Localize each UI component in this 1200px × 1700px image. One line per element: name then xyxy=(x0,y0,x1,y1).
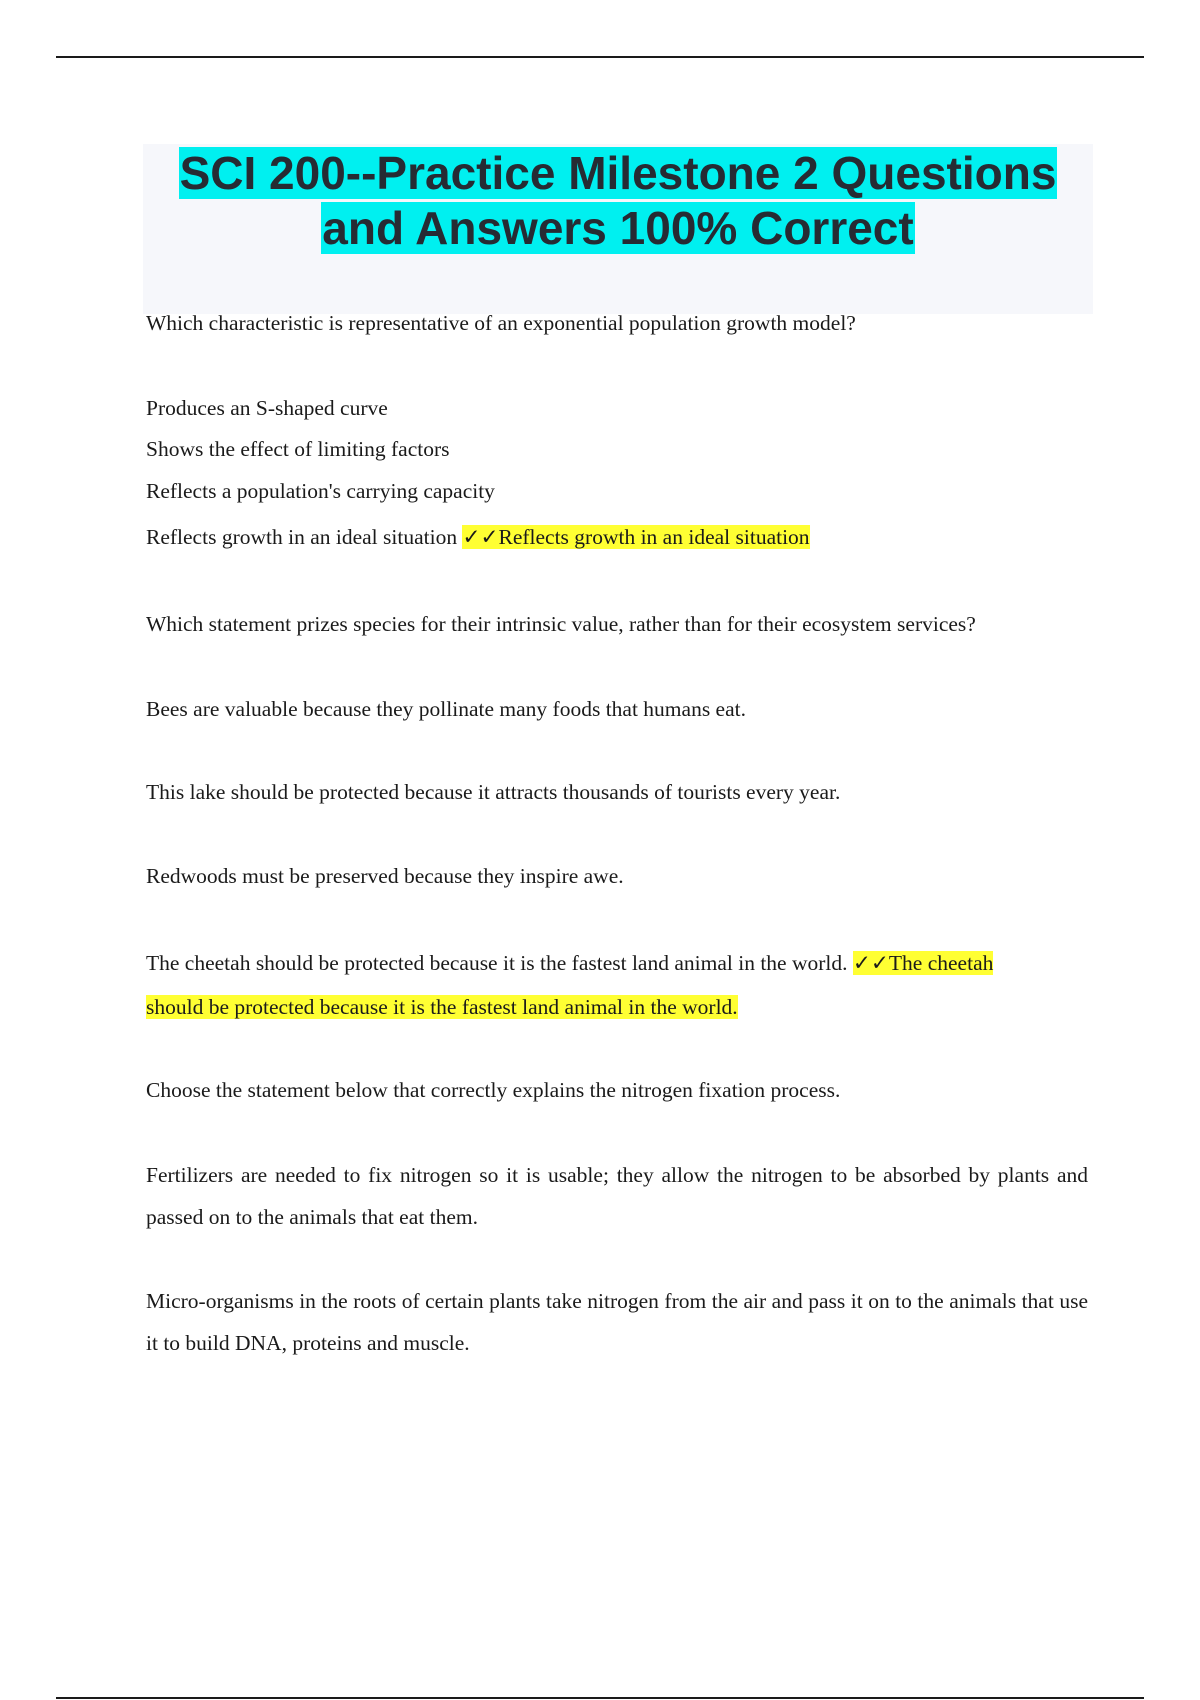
q1-option-2: Shows the effect of limiting factors xyxy=(146,437,450,461)
q2-option-4: The cheetah should be protected because it is the fastest land animal in the world. ✓✓The cheetah xyxy=(146,951,994,975)
q2-answer-part1: ✓✓The cheetah xyxy=(852,951,994,975)
q1-option-1: Produces an S-shaped curve xyxy=(146,396,388,420)
question-3: Choose the statement below that correctly explains the nitrogen fixation process. xyxy=(146,1078,841,1102)
title-line-1: SCI 200--Practice Milestone 2 Questions xyxy=(179,147,1057,199)
q1-option-4: Reflects growth in an ideal situation ✓✓Reflects growth in an ideal situation xyxy=(146,525,810,549)
q3-option-1: Fertilizers are needed to fix nitrogen so it is usable; they allow the nitrogen to be absorbed by plants and passed on to the animals that eat them. xyxy=(146,1163,1088,1229)
q1-answer: ✓✓Reflects growth in an ideal situation xyxy=(462,525,810,549)
document-title xyxy=(143,144,1093,314)
q1-option-3: Reflects a population's carrying capacity xyxy=(146,479,495,503)
question-2: Which statement prizes species for their intrinsic value, rather than for their ecosystem services? xyxy=(146,612,976,636)
q2-option-2: This lake should be protected because it attracts thousands of tourists every year. xyxy=(146,780,841,804)
title-line-2: and Answers 100% Correct xyxy=(322,202,914,254)
q2-answer-part2: should be protected because it is the fastest land animal in the world. xyxy=(146,995,738,1019)
footer-rule xyxy=(56,1697,1144,1699)
q3-option-2: Micro-organisms in the roots of certain plants take nitrogen from the air and pass it on to the animals that use it to build DNA, proteins and muscle. xyxy=(146,1289,1088,1355)
q2-option-1: Bees are valuable because they pollinate many foods that humans eat. xyxy=(146,697,746,721)
question-1: Which characteristic is representative of an exponential population growth model? xyxy=(146,311,856,335)
q2-option-3: Redwoods must be preserved because they inspire awe. xyxy=(146,864,624,888)
q2-answer-continued xyxy=(146,995,738,1020)
header-rule xyxy=(56,56,1144,58)
